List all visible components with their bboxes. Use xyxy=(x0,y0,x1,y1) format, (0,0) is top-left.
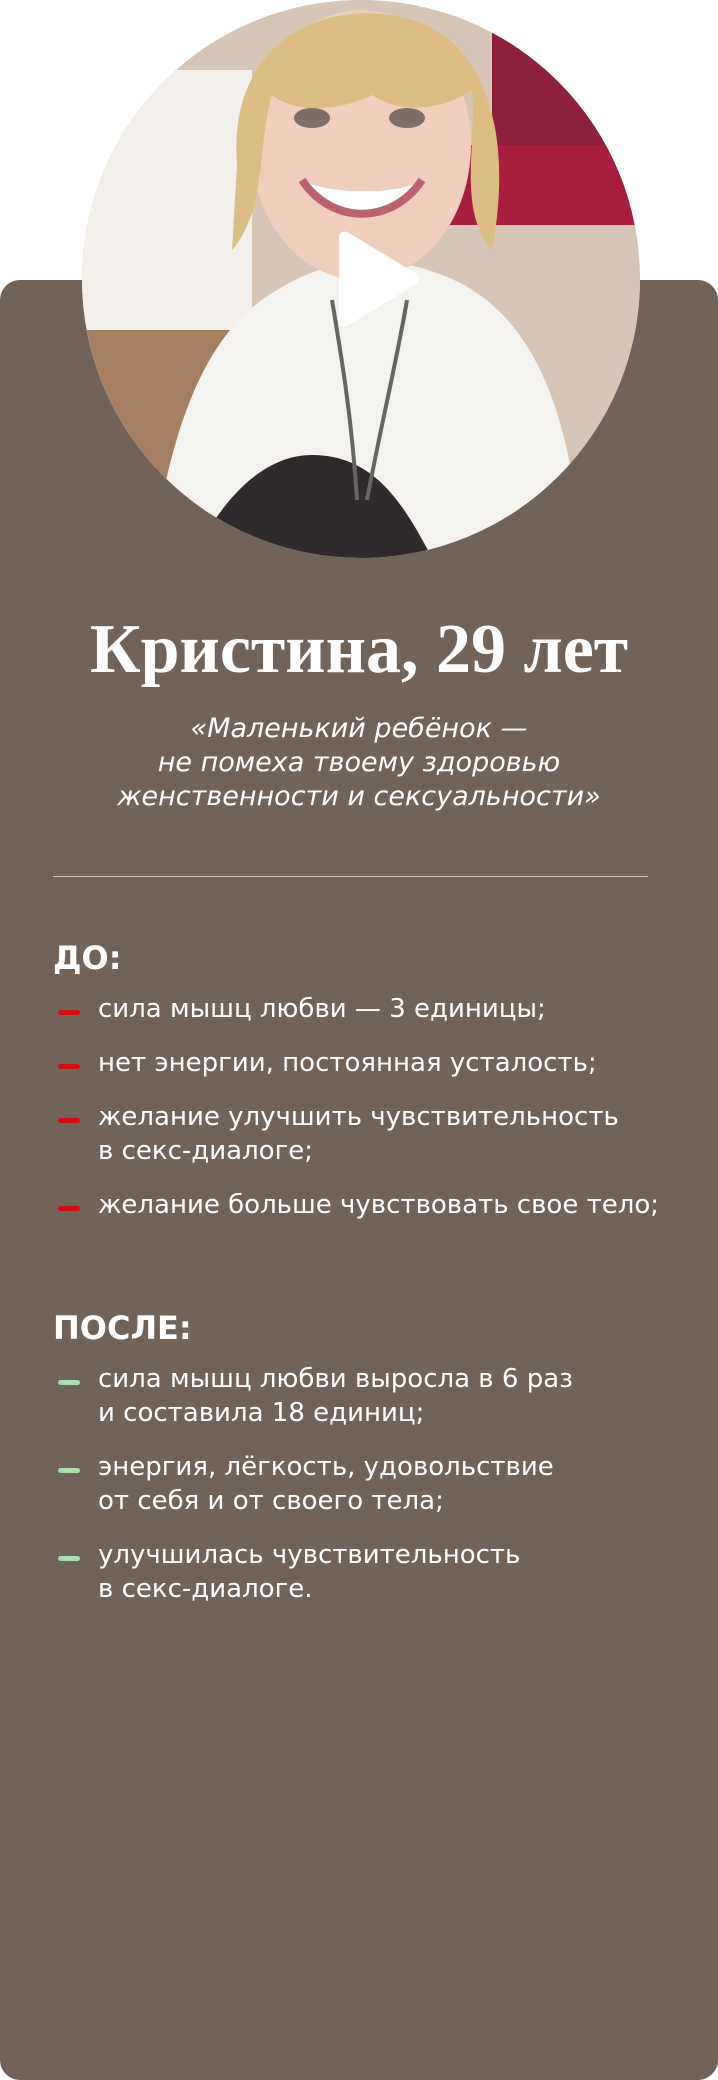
before-item-line: нет энергии, постоянная усталость; xyxy=(98,1048,597,1078)
before-item xyxy=(98,1188,698,1222)
after-item xyxy=(98,1450,698,1518)
after-dash-icon xyxy=(58,1556,80,1561)
before-item-line: желание улучшить чувствительность xyxy=(98,1102,619,1132)
quote-line: не помеха твоему здоровью xyxy=(157,747,561,778)
after-item-line: улучшилась чувствительность xyxy=(98,1540,521,1570)
after-dash-icon xyxy=(58,1380,80,1385)
before-item xyxy=(98,992,698,1026)
before-dash-icon xyxy=(58,1206,80,1211)
before-title: ДО: xyxy=(53,939,122,977)
after-item xyxy=(98,1538,698,1606)
after-item-line: сила мышц любви выросла в 6 раз xyxy=(98,1364,573,1394)
after-item-line: энергия, лёгкость, удовольствие xyxy=(98,1452,554,1482)
after-item-line: в секс-диалоге. xyxy=(98,1574,313,1604)
quote-line: «Маленький ребёнок — xyxy=(190,713,528,744)
before-item-line: сила мышц любви — 3 единицы; xyxy=(98,994,546,1024)
before-dash-icon xyxy=(58,1118,80,1123)
before-item xyxy=(98,1100,698,1168)
before-dash-icon xyxy=(58,1064,80,1069)
person-title: Кристина, 29 лет xyxy=(89,611,629,688)
after-title: ПОСЛЕ: xyxy=(53,1309,192,1347)
after-item-line: и составила 18 единиц; xyxy=(98,1398,425,1428)
before-dash-icon xyxy=(58,1010,80,1015)
before-item-line: в секс-диалоге; xyxy=(98,1136,314,1166)
section-divider xyxy=(53,876,648,877)
play-icon xyxy=(331,231,421,327)
testimonial-quote xyxy=(60,712,658,814)
quote-line: женственности и сексуальности» xyxy=(117,781,601,812)
after-dash-icon xyxy=(58,1468,80,1473)
before-item xyxy=(98,1046,698,1080)
after-item-line: от себя и от своего тела; xyxy=(98,1486,444,1516)
before-item-line: желание больше чувствовать свое тело; xyxy=(98,1190,660,1220)
after-item xyxy=(98,1362,698,1430)
play-button[interactable] xyxy=(331,231,421,327)
